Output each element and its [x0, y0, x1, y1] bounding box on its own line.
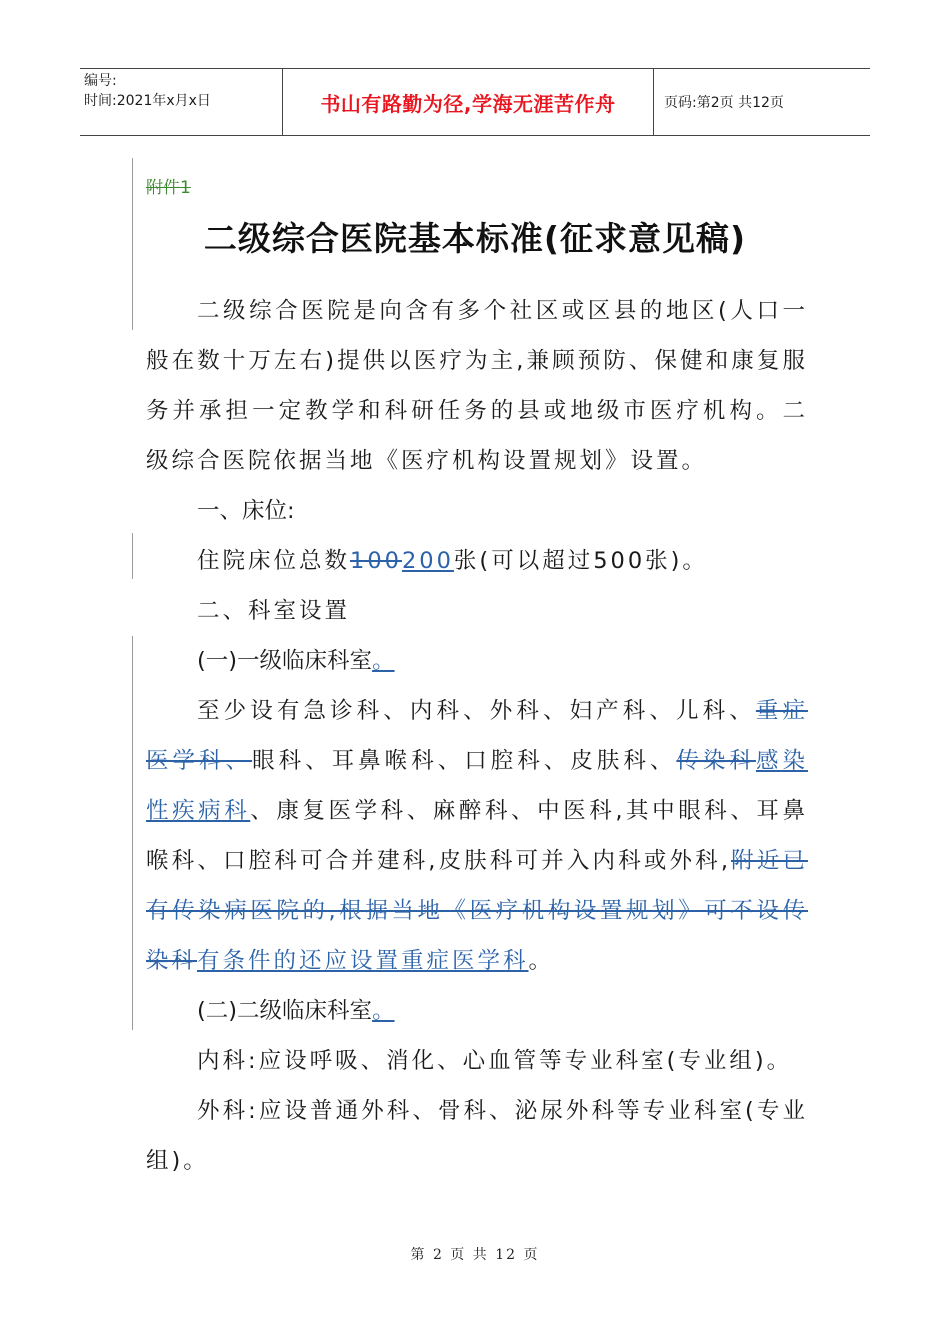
departments-text-c: 、康复医学科、麻醉科、中医科,其中眼科、耳鼻喉科、口腔科可合并建科,皮肤科可并入内科或外科, [146, 798, 808, 874]
document-title: 二级综合医院基本标准(征求意见稿) [203, 219, 747, 258]
internal-medicine-paragraph: 内科:应设呼吸、消化、心血管等专业科室(专业组)。 [197, 1048, 793, 1074]
deleted-text: 传染科 [676, 748, 756, 774]
section-2-heading: 二、科室设置 [197, 598, 351, 624]
inserted-text: 有条件的还应设置重症医学科 [197, 948, 529, 974]
subsection-1-heading [146, 636, 808, 686]
intro-paragraph: 二级综合医院是向含有多个社区或区县的地区(人口一般在数十万左右)提供以医疗为主,兼顾预防、保健和康复服务并承担一定教学和科研任务的县或地级市医疗机构。二级综合医院依据当地《医疗机构设置规划》设置。 [146, 298, 808, 474]
beds-paragraph [146, 536, 808, 586]
inserted-text: 。 [372, 998, 395, 1024]
motto-text: 书山有路勤为径,学海无涯苦作舟 [320, 91, 616, 116]
section-1-heading: 一、床位: [197, 498, 295, 524]
departments-paragraph [146, 686, 808, 986]
header-motto [282, 69, 654, 135]
time-label: 时间:2021年x月x日 [84, 93, 211, 109]
revision-bar [132, 636, 133, 1030]
revision-bar [132, 533, 133, 579]
surgery-paragraph: 外科:应设普通外科、骨科、泌尿外科等专业科室(专业组)。 [146, 1098, 808, 1174]
departments-text-b: 眼科、耳鼻喉科、口腔科、皮肤科、 [252, 748, 677, 774]
inserted-text: 。 [372, 648, 395, 674]
deleted-text: 100 [350, 548, 402, 574]
beds-text-b: 张(可以超过500张)。 [453, 548, 708, 574]
header-page-info: 页码:第2页 共12页 [664, 95, 784, 111]
subsection-2-text: (二)二级临床科室 [197, 998, 373, 1024]
inserted-text: 感染性疾病科 [146, 748, 808, 824]
deleted-text: 重症医学科、 [146, 698, 808, 774]
document-header [80, 68, 870, 136]
deleted-text: 附近已有传染病医院的,根据当地《医疗机构设置规划》可不设传染科 [146, 848, 808, 974]
header-meta [80, 69, 282, 135]
document-body [146, 286, 808, 1186]
annex-label: 附件1 [146, 178, 191, 198]
departments-text-a: 至少设有急诊科、内科、外科、妇产科、儿科、 [197, 698, 756, 724]
beds-text-a: 住院床位总数 [197, 548, 351, 574]
subsection-1-text: (一)一级临床科室 [197, 648, 373, 674]
page-footer: 第 2 页 共 12 页 [410, 1247, 540, 1263]
number-label: 编号: [84, 73, 117, 89]
departments-text-end: 。 [528, 948, 555, 974]
inserted-text: 200 [401, 548, 454, 574]
subsection-2-heading [146, 986, 808, 1036]
